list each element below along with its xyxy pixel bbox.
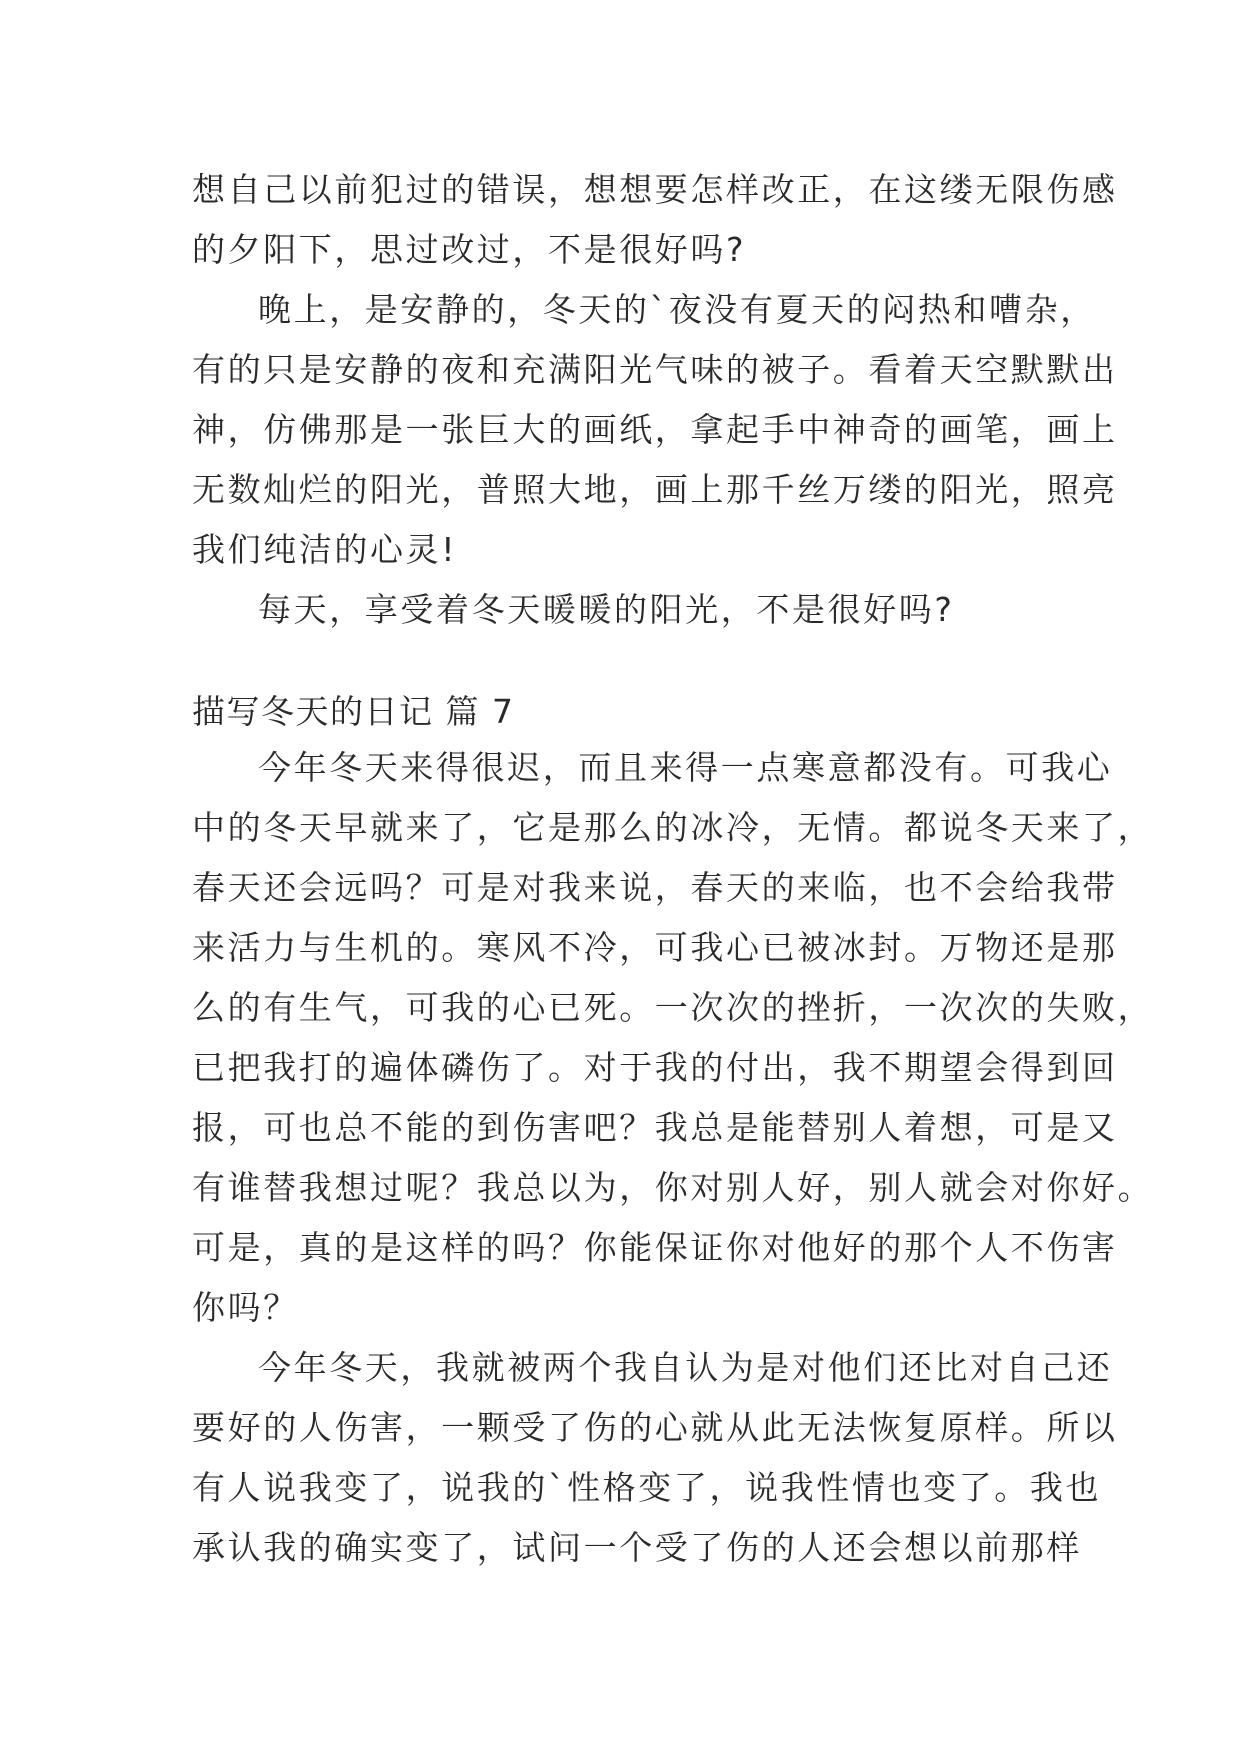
text-line: 报，可也总不能的到伤害吧？我总是能替别人着想，可是又 <box>192 1108 1118 1147</box>
text-line: 神，仿佛那是一张巨大的画纸，拿起手中神奇的画笔，画上 <box>192 410 1118 449</box>
section-heading: 描写冬天的日记 篇 7 <box>192 692 515 731</box>
text-line: 可是，真的是这样的吗？你能保证你对他好的那个人不伤害 <box>192 1228 1118 1267</box>
text-line: 中的冬天早就来了，它是那么的冰冷，无情。都说冬天来了， <box>192 808 1154 847</box>
text-line: 承认我的确实变了，试问一个受了伤的人还会想以前那样 <box>192 1528 1082 1567</box>
text-line: 有谁替我想过呢？我总以为，你对别人好，别人就会对你好。 <box>192 1168 1154 1207</box>
paragraph-first-line: 今年冬天来得很迟，而且来得一点寒意都没有。可我心 <box>258 748 1113 787</box>
text-line: 无数灿烂的阳光，普照大地，画上那千丝万缕的阳光，照亮 <box>192 470 1118 509</box>
text-line: 你吗？ <box>192 1288 299 1327</box>
text-line: 想自己以前犯过的错误，想想要怎样改正，在这缕无限伤感 <box>192 170 1118 209</box>
paragraph-first-line: 每天，享受着冬天暖暖的阳光，不是很好吗? <box>258 590 955 629</box>
paragraph-first-line: 今年冬天，我就被两个我自认为是对他们还比对自己还 <box>258 1348 1113 1387</box>
text-line: 春天还会远吗？可是对我来说，春天的来临，也不会给我带 <box>192 868 1118 907</box>
paragraph-first-line: 晚上，是安静的，冬天的`夜没有夏天的闷热和嘈杂， <box>258 290 1096 329</box>
text-line: 要好的人伤害，一颗受了伤的心就从此无法恢复原样。所以 <box>192 1408 1118 1447</box>
text-line: 有人说我变了，说我的`性格变了，说我性情也变了。我也 <box>192 1468 1102 1507</box>
text-line: 有的只是安静的夜和充满阳光气味的被子。看着天空默默出 <box>192 350 1118 389</box>
text-line: 来活力与生机的。寒风不冷，可我心已被冰封。万物还是那 <box>192 928 1118 967</box>
text-line: 已把我打的遍体磷伤了。对于我的付出，我不期望会得到回 <box>192 1048 1118 1087</box>
text-line: 么的有生气，可我的心已死。一次次的挫折，一次次的失败， <box>192 988 1154 1027</box>
text-line: 我们纯洁的心灵! <box>192 530 458 569</box>
text-line: 的夕阳下，思过改过，不是很好吗? <box>192 230 747 269</box>
